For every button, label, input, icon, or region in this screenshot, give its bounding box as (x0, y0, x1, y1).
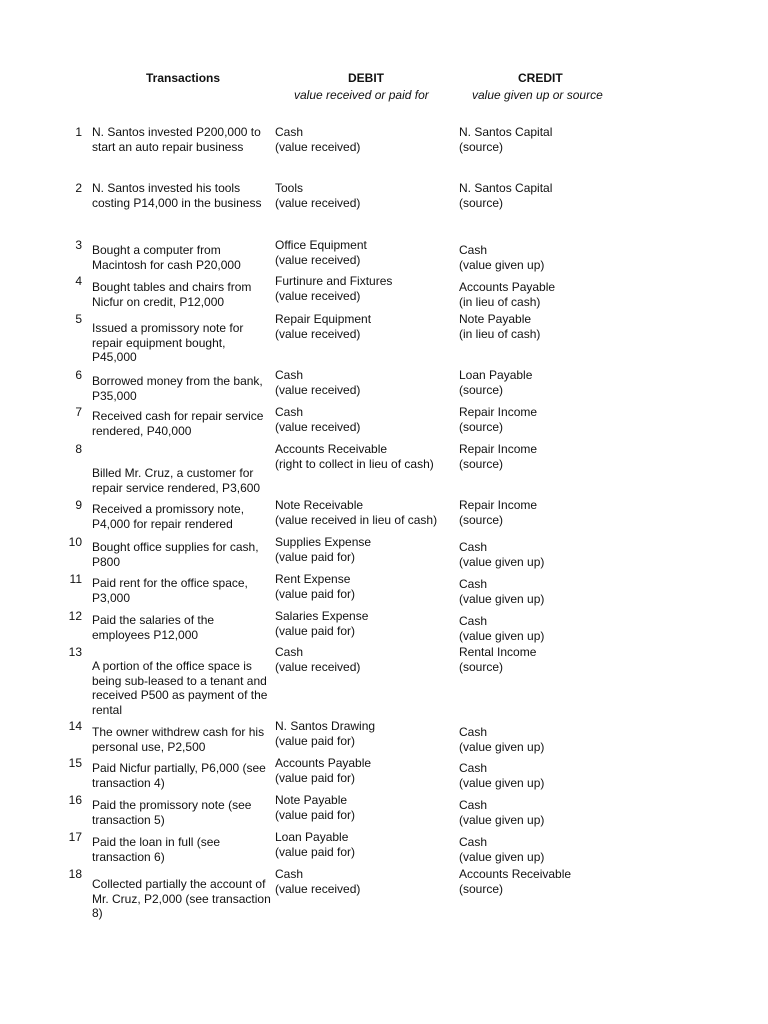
credit-account: Cash (459, 835, 488, 849)
credit-cell (459, 645, 659, 674)
row-number: 1 (75, 125, 82, 139)
transaction-text: The owner withdrew cash for his personal use, P2,500 (92, 725, 265, 754)
transaction-text: Bought a computer from Macintosh for cash P20,000 (92, 243, 241, 272)
debit-cell (275, 238, 455, 267)
transaction-text: Collected partially the account of Mr. Cruz, P2,000 (see transaction 8) (92, 877, 271, 920)
transaction-text: N. Santos invested his tools costing P14,000 in the business (92, 181, 262, 210)
debit-cell (275, 498, 455, 527)
row-number: 14 (68, 719, 82, 733)
debit-note: (value received) (275, 419, 361, 434)
row-number: 18 (68, 867, 82, 881)
credit-note: (source) (459, 195, 504, 210)
credit-cell (459, 498, 659, 527)
row-number: 2 (75, 181, 82, 195)
credit-cell (459, 312, 659, 341)
header-credit: CREDIT (518, 71, 563, 85)
transaction-text: Bought tables and chairs from Nicfur on credit, P12,000 (92, 280, 252, 309)
credit-cell (459, 280, 659, 309)
transaction-text: Received cash for repair service rendered, P40,000 (92, 409, 264, 438)
credit-note: (source) (459, 881, 504, 896)
debit-note: (value received) (275, 288, 361, 303)
debit-note: (value paid for) (275, 733, 356, 748)
debit-cell (275, 572, 455, 601)
credit-note: (value given up) (459, 591, 545, 606)
header-credit-sub: value given up or source (472, 88, 603, 102)
row-number: 8 (75, 442, 82, 456)
debit-note: (value received in lieu of cash) (275, 512, 438, 527)
debit-note: (value paid for) (275, 844, 356, 859)
credit-account: Rental Income (459, 645, 537, 659)
credit-account: Note Payable (459, 312, 532, 326)
debit-account: Note Payable (275, 793, 348, 807)
row-number: 7 (75, 405, 82, 419)
transaction-text: Bought office supplies for cash, P800 (92, 540, 259, 569)
credit-note: (source) (459, 382, 504, 397)
credit-account: Cash (459, 798, 488, 812)
credit-note: (source) (459, 659, 504, 674)
debit-cell (275, 793, 455, 822)
credit-note: (value given up) (459, 554, 545, 569)
debit-cell (275, 830, 455, 859)
credit-account: Cash (459, 540, 488, 554)
credit-cell (459, 540, 659, 569)
debit-account: Cash (275, 368, 304, 382)
debit-note: (value received) (275, 382, 361, 397)
credit-cell (459, 614, 659, 643)
row-number: 15 (68, 756, 82, 770)
credit-cell (459, 442, 659, 471)
credit-cell (459, 125, 659, 154)
transaction-text: Issued a promissory note for repair equipment bought, P45,000 (92, 321, 244, 364)
debit-cell (275, 368, 455, 397)
credit-account: Repair Income (459, 498, 538, 512)
debit-account: Repair Equipment (275, 312, 372, 326)
credit-account: Accounts Payable (459, 280, 556, 294)
credit-cell (459, 798, 659, 827)
debit-note: (value received) (275, 252, 361, 267)
debit-account: Accounts Receivable (275, 442, 388, 456)
credit-account: N. Santos Capital (459, 125, 553, 139)
debit-note: (value received) (275, 326, 361, 341)
debit-cell (275, 274, 455, 303)
debit-cell (275, 442, 455, 471)
credit-note: (value given up) (459, 775, 545, 790)
credit-account: Cash (459, 725, 488, 739)
credit-note: (value given up) (459, 739, 545, 754)
credit-note: (value given up) (459, 812, 545, 827)
credit-account: Loan Payable (459, 368, 533, 382)
transaction-text: Paid the salaries of the employees P12,000 (92, 613, 215, 642)
debit-account: Note Receivable (275, 498, 364, 512)
debit-note: (value paid for) (275, 586, 356, 601)
debit-note: (value paid for) (275, 807, 356, 822)
row-number: 17 (68, 830, 82, 844)
debit-account: Cash (275, 125, 304, 139)
row-number: 4 (75, 274, 82, 288)
debit-account: Cash (275, 645, 304, 659)
debit-note: (value received) (275, 659, 361, 674)
credit-account: Cash (459, 614, 488, 628)
debit-account: N. Santos Drawing (275, 719, 376, 733)
transaction-text: Billed Mr. Cruz, a customer for repair service rendered, P3,600 (92, 466, 261, 495)
credit-cell (459, 181, 659, 210)
row-number: 5 (75, 312, 82, 326)
credit-note: (value given up) (459, 628, 545, 643)
debit-account: Cash (275, 867, 304, 881)
credit-account: Cash (459, 243, 488, 257)
transaction-text: Paid the loan in full (see transaction 6) (92, 835, 221, 864)
credit-account: Repair Income (459, 442, 538, 456)
credit-cell (459, 835, 659, 864)
debit-account: Furtinure and Fixtures (275, 274, 393, 288)
debit-cell (275, 312, 455, 341)
debit-account: Loan Payable (275, 830, 349, 844)
transaction-text: A portion of the office space is being sub-leased to a tenant and received P500 as payment of the rental (92, 659, 268, 717)
transaction-text: Borrowed money from the bank, P35,000 (92, 374, 263, 403)
row-number: 3 (75, 238, 82, 252)
debit-note: (value paid for) (275, 770, 356, 785)
debit-cell (275, 645, 455, 674)
credit-cell (459, 725, 659, 754)
transaction-text: Paid the promissory note (see transaction 5) (92, 798, 252, 827)
debit-account: Rent Expense (275, 572, 351, 586)
debit-account: Office Equipment (275, 238, 367, 252)
credit-account: Repair Income (459, 405, 538, 419)
credit-account: Cash (459, 761, 488, 775)
debit-cell (275, 867, 455, 896)
debit-account: Cash (275, 405, 304, 419)
debit-note: (value paid for) (275, 623, 356, 638)
row-number: 13 (68, 645, 82, 659)
debit-account: Supplies Expense (275, 535, 372, 549)
debit-note: (value paid for) (275, 549, 356, 564)
credit-account: Accounts Receivable (459, 867, 572, 881)
credit-account: Cash (459, 577, 488, 591)
debit-cell (275, 125, 455, 154)
row-number: 9 (75, 498, 82, 512)
debit-account: Accounts Payable (275, 756, 372, 770)
credit-note: (in lieu of cash) (459, 294, 541, 309)
debit-cell (275, 535, 455, 564)
credit-note: (source) (459, 139, 504, 154)
credit-note: (source) (459, 456, 504, 471)
credit-note: (value given up) (459, 849, 545, 864)
debit-account: Tools (275, 181, 304, 195)
debit-account: Salaries Expense (275, 609, 369, 623)
debit-cell (275, 181, 455, 210)
credit-note: (source) (459, 419, 504, 434)
credit-note: (in lieu of cash) (459, 326, 541, 341)
row-number: 6 (75, 368, 82, 382)
header-debit-sub: value received or paid for (294, 88, 429, 102)
debit-note: (value received) (275, 139, 361, 154)
header-debit: DEBIT (348, 71, 384, 85)
credit-cell (459, 867, 659, 896)
debit-note: (value received) (275, 881, 361, 896)
transaction-text: N. Santos invested P200,000 to start an auto repair business (92, 125, 261, 154)
debit-note: (value received) (275, 195, 361, 210)
credit-cell (459, 243, 659, 272)
debit-cell (275, 405, 455, 434)
transaction-text: Received a promissory note, P4,000 for repair rendered (92, 502, 245, 531)
row-number: 16 (68, 793, 82, 807)
debit-cell (275, 756, 455, 785)
transaction-text: Paid Nicfur partially, P6,000 (see transaction 4) (92, 761, 266, 790)
credit-note: (source) (459, 512, 504, 527)
credit-account: N. Santos Capital (459, 181, 553, 195)
row-number: 12 (68, 609, 82, 623)
debit-cell (275, 609, 455, 638)
credit-cell (459, 577, 659, 606)
row-number: 11 (69, 572, 82, 586)
debit-note: (right to collect in lieu of cash) (275, 456, 434, 471)
header-transactions: Transactions (146, 71, 221, 85)
row-number: 10 (68, 535, 82, 549)
transaction-text: Paid rent for the office space, P3,000 (92, 576, 248, 605)
credit-cell (459, 405, 659, 434)
credit-cell (459, 761, 659, 790)
credit-note: (value given up) (459, 257, 545, 272)
credit-cell (459, 368, 659, 397)
debit-cell (275, 719, 455, 748)
